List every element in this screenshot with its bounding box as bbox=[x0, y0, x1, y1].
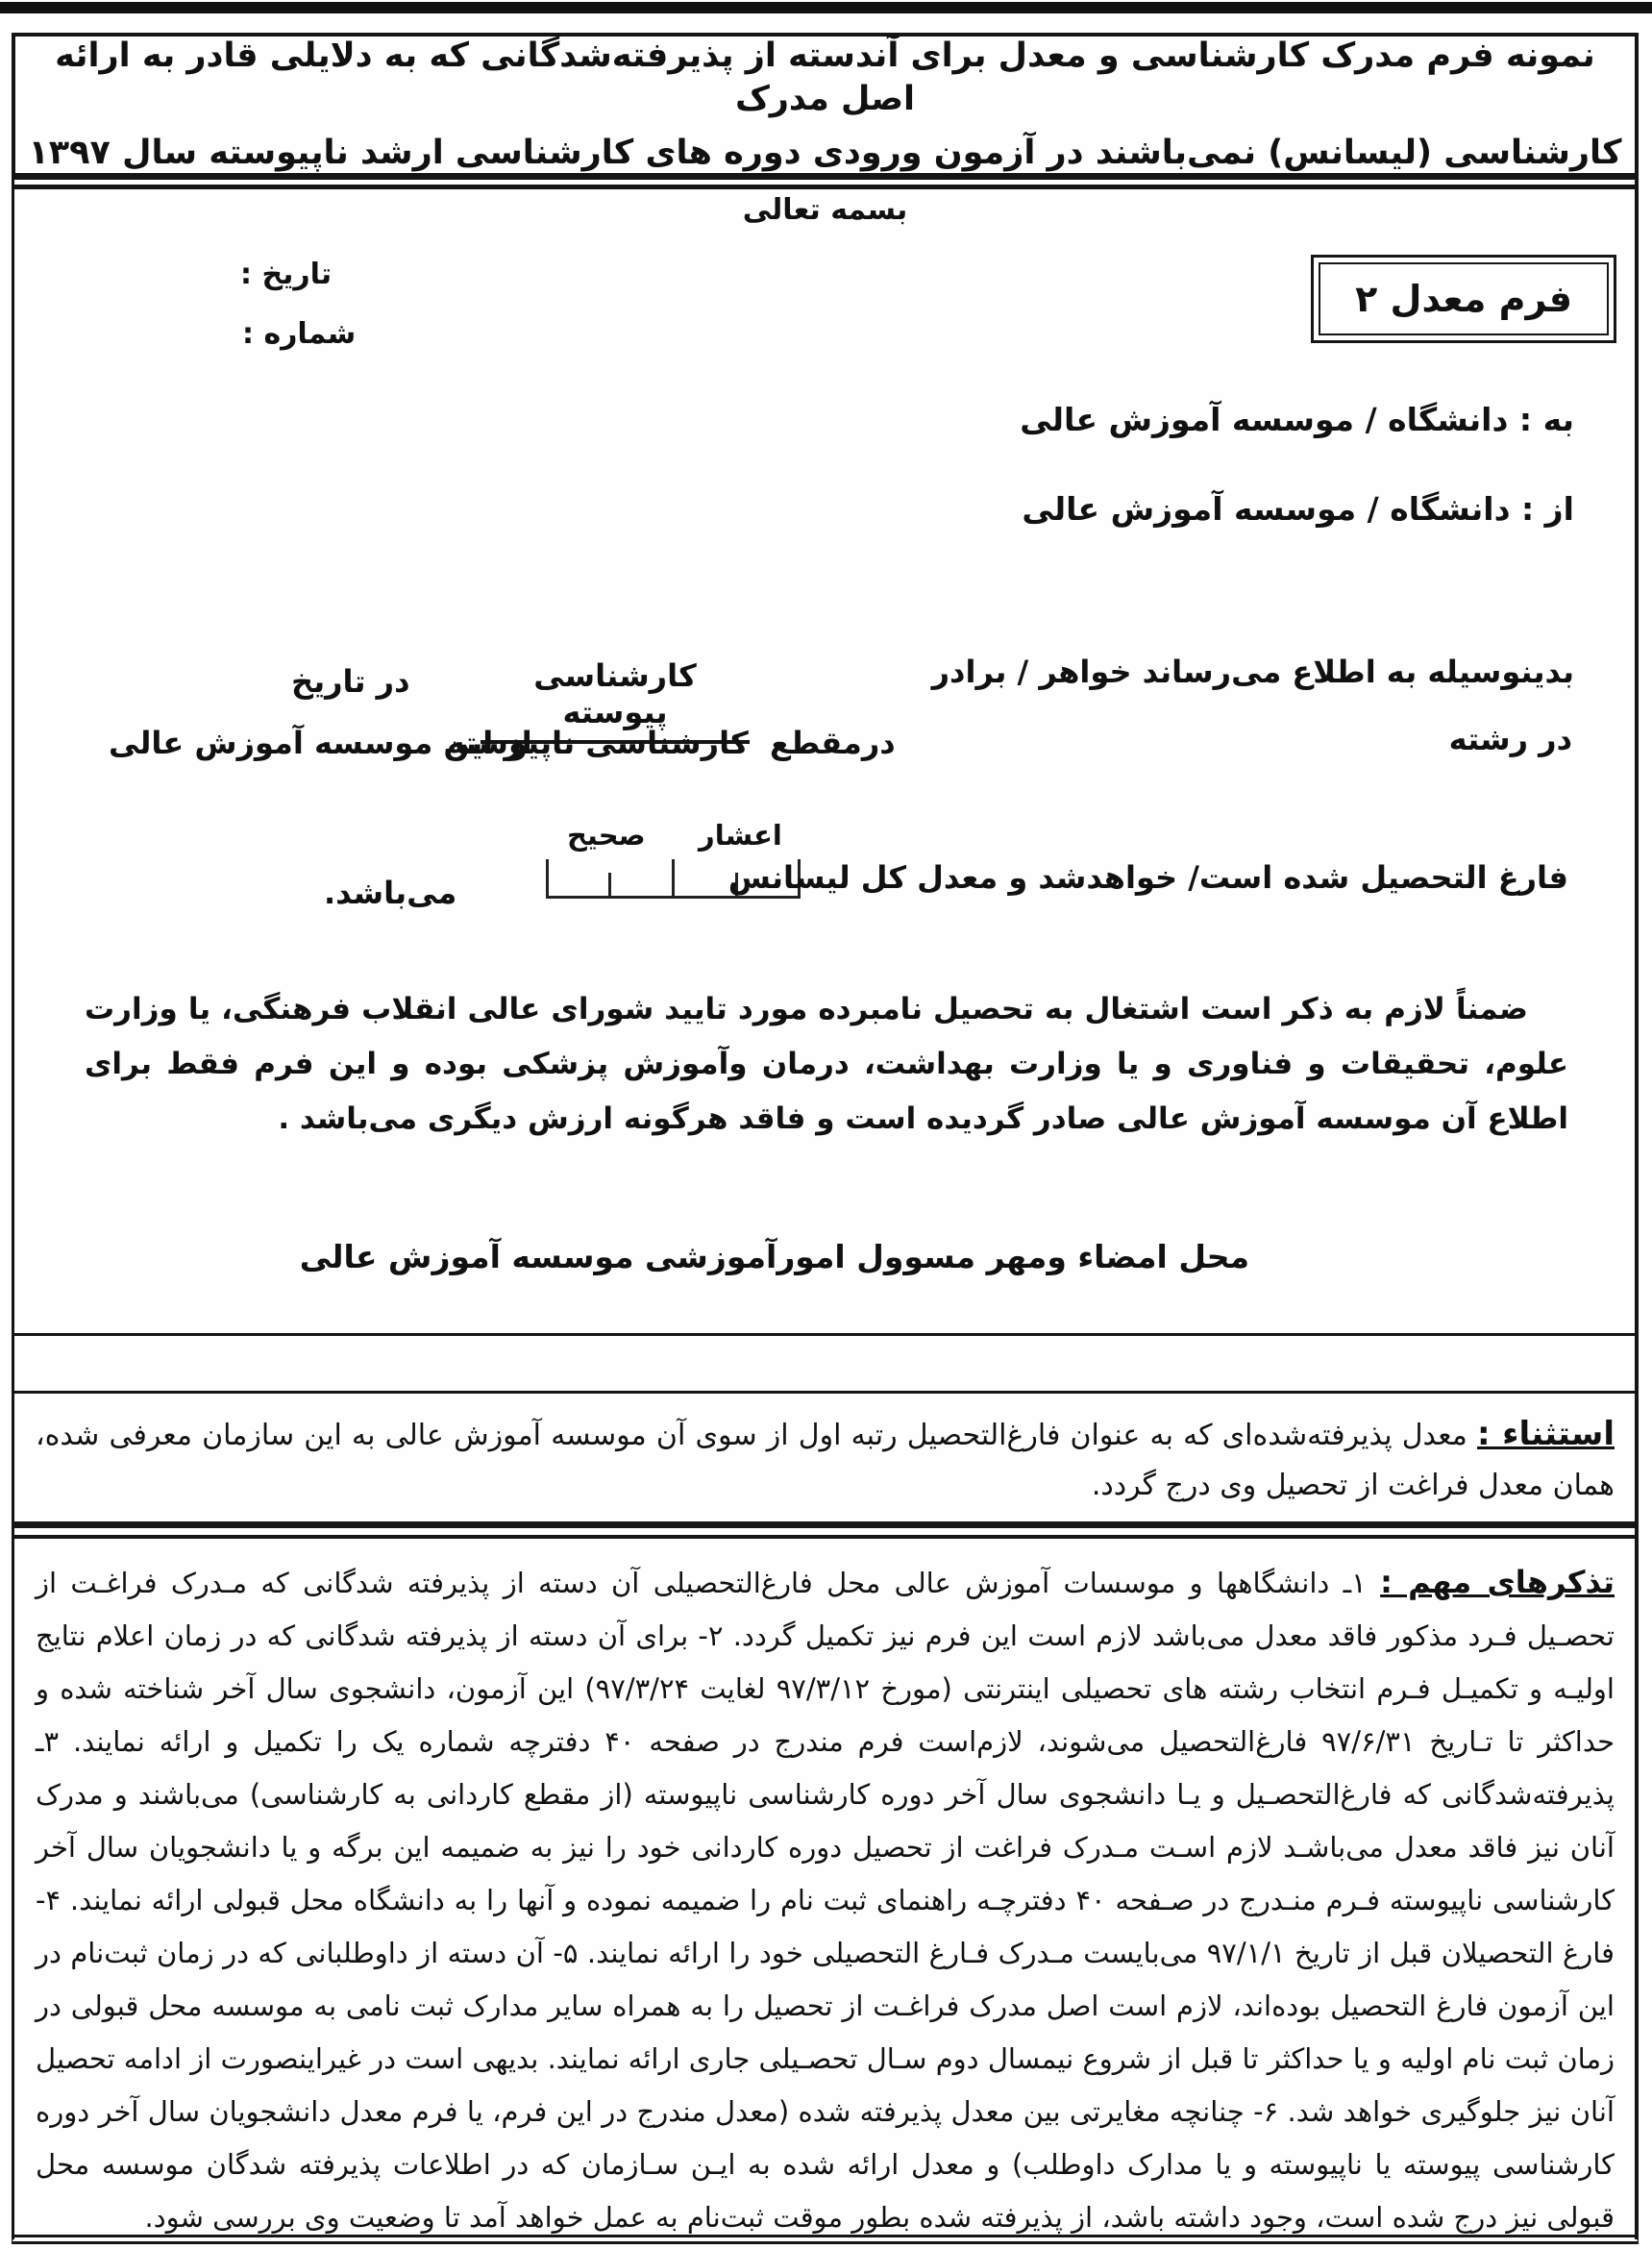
degree-option-noncontinuous: کارشناسی ناپیوسته bbox=[447, 725, 749, 761]
exception-paragraph bbox=[36, 1409, 1615, 1511]
gpa-integer-label: صحیح bbox=[567, 819, 646, 852]
important-notes-box bbox=[12, 1535, 1639, 2244]
degree-option-continuous: کارشناسی پیوسته bbox=[481, 657, 750, 744]
letter-body-box bbox=[12, 185, 1639, 1336]
scan-top-border bbox=[0, 2, 1652, 13]
letter-note-paragraph: ضمناً لازم به ذکر است اشتغال به تحصیل نامبرده مورد تایید شورای عالی انقلاب فرهنگی، یا وزارت علوم، تحقیقات و فناوری و یا وزارت بهداشت، درمان وآموزش پزشکی بوده و این فرم فقط برای اطلاع آن موسسه آموزش عالی صادر گردیده است و فاقد هرگونه ارزش دیگری می‌باشد . bbox=[85, 992, 1568, 1136]
form-number-badge-label: فرم معدل ۲ bbox=[1319, 262, 1609, 335]
important-notes-paragraph bbox=[36, 1556, 1615, 2244]
gpa-box-tick bbox=[546, 859, 549, 896]
bismillah-text: بسمه تعالی bbox=[742, 193, 908, 227]
number-field-label: شماره : bbox=[242, 317, 357, 351]
to-line: به : دانشگاه / موسسه آموزش عالی bbox=[1020, 401, 1574, 438]
graduated-line: فارغ التحصیل شده است/ خواهدشد و معدل کل لیسانس bbox=[727, 859, 1568, 896]
gpa-box-tick bbox=[608, 873, 611, 896]
header-title-box bbox=[12, 33, 1639, 180]
from-this-institute-label: از این موسسه آموزش عالی bbox=[109, 725, 532, 761]
form-title-line2: کارشناسی (لیسانس) نمی‌باشند در آزمون ورودی دوره های کارشناسی ارشد ناپیوسته سال ۱۳۹۷ bbox=[28, 133, 1622, 172]
exception-text: معدل پذیرفته‌شده‌ای که به عنوان فارغ‌التحصیل رتبه اول از سوی آن موسسه آموزش عالی به این سازمان معرفی شده، همان معدل فراغت از تحصیل وی درج گردد. bbox=[36, 1419, 1615, 1502]
from-line: از : دانشگاه / موسسه آموزش عالی bbox=[1022, 490, 1574, 528]
important-notes-label: تذکرهای مهم : bbox=[1380, 1564, 1615, 1600]
in-date-label: در تاریخ bbox=[291, 663, 410, 700]
exception-label: استثناء : bbox=[1477, 1415, 1615, 1453]
date-field-label: تاریخ : bbox=[240, 258, 333, 291]
level-label: درمقطع bbox=[769, 725, 896, 761]
exception-box bbox=[12, 1391, 1639, 1528]
important-notes-text: ۱ـ دانشگاهها و موسسات آموزش عالی محل فارغ‌التحصیلی آن دسته از پذیرفته شدگانی که مـدرک فراغـت از تحصـیل فـرد مذکور فاقد معدل می‌باشد لازم است این فرم نیز تکمیل گردد. ۲- برای آن دسته از پذیرفته شدگانی که در زمان اعلام نتایج اولیـه و تکمیـل فـرم انتخاب رشته های تحصیلی اینترنتی (مورخ ۹۷/۳/۱۲ لغایت ۹۷/۳/۲۴) این آزمون، دانشجوی سال آخر شناخته شده و حداکثر تا تـاریخ ۹۷/۶/۳۱ فارغ‌التحصیل می‌شوند، لازم‌است فرم مندرج در صفحه ۴۰ دفترچه شماره یک را تکمیل و ارائه نمایند. ۳ـ پذیرفته‌شدگانی که فارغ‌التحصـیل و یـا دانشجوی سال آخر دوره کارشناسی ناپیوسته (از مقطع کاردانی به کارشناسی) می‌باشند و مدرک آنان نیز فاقد معدل می‌باشـد لازم اسـت مـدرک فراغت از تحصیل دوره کاردانی خود را نیز به ضمیمه این برگه و یا دانشجویان سال آخر کارشناسی ناپیوسته فـرم منـدرج در صـفحه ۴۰ دفترچـه راهنمای ثبت نام را ضمیمه نموده و آنها را به دانشگاه محل قبولی ارائه نمایند. ۴- فارغ التحصیلان قبل از تاریخ ۹۷/۱/۱ می‌بایست مـدرک فـارغ التحصیلی خود را ارائه نمایند. ۵- آن دسته از داوطلبانی که در زمان ثبت‌نام در این آزمون فارغ التحصیل بوده‌اند، لازم است اصل مدرک فراغـت از تحصیل را به همراه سایر مدارک ثبت نامی به موسسه محل قبولی در زمان ثبت نام اولیه و یا حداکثر تا قبل از شروع نیمسال دوم سـال تحصـیلی جاری ارائه نمایند. بدیهی است در غیراینصورت از ادامه تحصیل آنان نیز جلوگیری خواهد شد. ۶- چنانچه مغایرتی بین معدل پذیرفته شده (معدل مندرج در این فرم، یا فرم معدل دانشجویان سال آخر دوره کارشناسی پیوسته یا ناپیوسته و یا مدارک داوطلب) و معدل ارائه شده به ایـن سـازمان که در اطلاعات پذیرفته شدگان موسسه محل قبولی نیز درج شده است، وجود داشته باشد، از پذیرفته شده بطور موقت ثبت‌نام به عمل خواهد آمد تا وضعیت وی بررسی شود. bbox=[36, 1567, 1615, 2234]
signature-stamp-line: محل امضاء ومهر مسوول امورآموزشی موسسه آموزش عالی bbox=[299, 1238, 1249, 1275]
gpa-box-tick bbox=[672, 859, 675, 896]
gpa-decimal-label: اعشار bbox=[699, 819, 782, 852]
form-number-badge bbox=[1311, 255, 1616, 343]
field-of-study-label: در رشته bbox=[1448, 721, 1572, 757]
notify-line: بدینوسیله به اطلاع می‌رساند خواهر / برادر bbox=[931, 654, 1574, 690]
form-title-line1: نمونه فرم مدرک کارشناسی و معدل برای آندسته از پذیرفته‌شدگانی که به دلایلی قادر به ارائه اصل مدرک bbox=[55, 36, 1595, 119]
is-suffix-label: می‌باشد. bbox=[324, 875, 457, 911]
